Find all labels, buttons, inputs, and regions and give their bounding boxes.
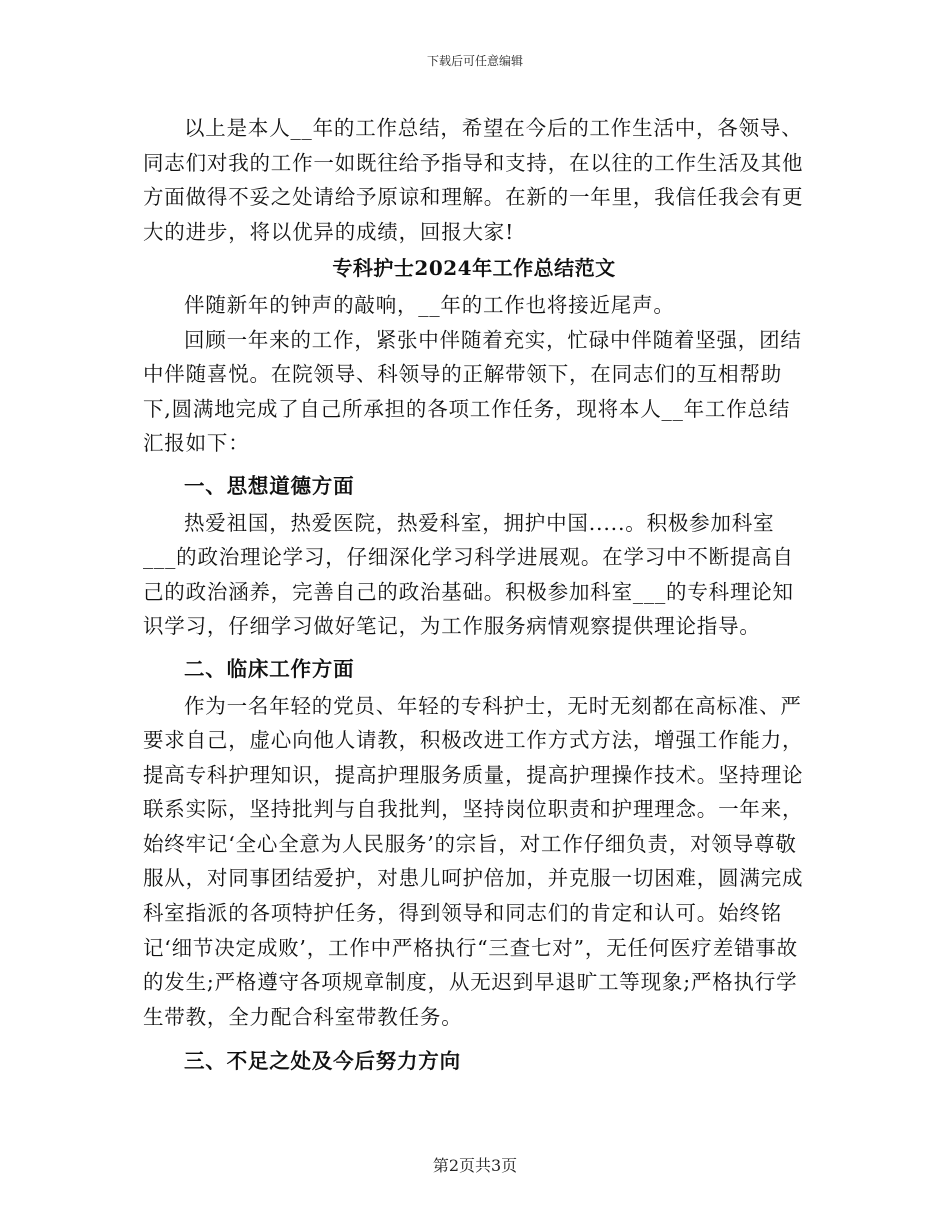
- page-header: 下载后可任意编辑: [426, 54, 523, 68]
- section-heading-2: 二、临床工作方面: [184, 656, 355, 681]
- intro-paragraph: 以上是本人__年的工作总结，希望在今后的工作生活中，各领导、同志们对我的工作一如既往给予指导和支持，在以往的工作生活及其他方面做得不妥之处请给予原谅和理解。在新的一年里，我信任我会有更大的进步，将以优异的成绩，回报大家!: [143, 116, 804, 244]
- section-paragraph-2: 作为一名年轻的党员、年轻的专科护士，无时无刻都在高标准、严要求自己，虚心向他人请教，积极改进工作方式方法，增强工作能力，提高专科护理知识，提高护理服务质量，提高护理操作技术。坚持理论联系实际，坚持批判与自我批判，坚持岗位职责和护理理念。一年来，始终牢记‘全心全意为人民服务’的宗旨，对工作仔细负责，对领导尊敬服从，对同事团结爱护，对患儿呵护倍加，并克服一切困难，圆满完成科室指派的各项特护任务，得到领导和同志们的肯定和认可。始终铭记‘细节决定成败’，工作中严格执行“三查七对”，无任何医疗差错事故的发生;严格遵守各项规章制度，从无迟到早退旷工等现象;严格执行学生带教，全力配合科室带教任务。: [143, 693, 804, 1029]
- page-number-footer: 第2页共3页: [432, 1156, 518, 1175]
- section-heading-3: 三、不足之处及今后努力方向: [184, 1049, 461, 1074]
- opening-paragraph-1: 伴随新年的钟声的敲响，__年的工作也将接近尾声。: [184, 292, 675, 317]
- section-heading-1: 一、思想道德方面: [184, 473, 355, 498]
- opening-paragraph-2: 回顾一年来的工作，紧张中伴随着充实，忙碌中伴随着坚强，团结中伴随喜悦。在院领导、科领导的正解带领下，在同志们的互相帮助下,圆满地完成了自己所承担的各项工作任务，现将本人__年工作总结汇报如下：: [143, 327, 802, 456]
- document-body: [143, 111, 805, 1081]
- section-paragraph-1: 热爱祖国，热爱医院，热爱科室，拥护中国.....。积极参加科室___的政治理论学习，仔细深化学习科学进展观。在学习中不断提高自己的政治涵养，完善自己的政治基础。积极参加科室___的专科理论知识学习，仔细学习做好笔记，为工作服务病情观察提供理论指导。: [143, 510, 794, 639]
- document-title: 专科护士2024年工作总结范文: [332, 256, 616, 281]
